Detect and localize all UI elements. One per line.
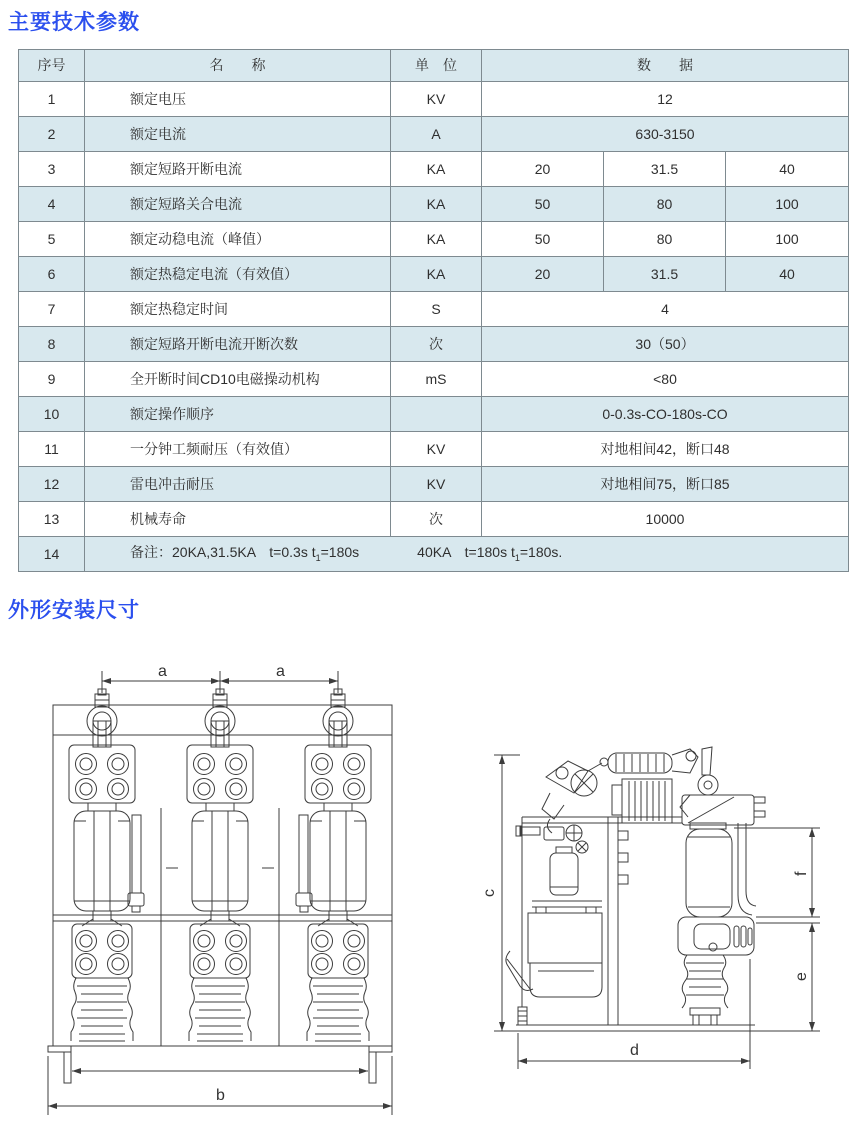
note-text: 40KA t=180s t	[417, 544, 515, 561]
row-no: 3	[19, 152, 85, 187]
pole-left	[69, 689, 135, 1041]
table-row	[19, 222, 849, 257]
row-unit: KA	[391, 222, 482, 257]
dim-label-f: f	[793, 871, 810, 876]
row-value: 40	[726, 257, 849, 292]
table-header-row	[19, 50, 849, 82]
row-value: 30（50）	[482, 327, 849, 362]
table-row	[19, 117, 849, 152]
table-row	[19, 82, 849, 117]
row-no: 5	[19, 222, 85, 257]
row-value: 40	[726, 152, 849, 187]
table-row	[19, 187, 849, 222]
section-title-parameters: 主要技术参数	[8, 11, 140, 34]
row-name: 一分钟工频耐压（有效值）	[85, 432, 391, 467]
side-view-dimensions	[481, 755, 820, 1069]
section-title-dimensions: 外形安装尺寸	[8, 599, 140, 622]
row-unit: KA	[391, 187, 482, 222]
col-header-data: 数 据	[482, 50, 849, 82]
front-view-dimensions	[48, 663, 392, 1115]
row-no: 11	[19, 432, 85, 467]
row-value: <80	[482, 362, 849, 397]
parameters-table	[18, 49, 849, 572]
dim-label-c: c	[481, 889, 498, 897]
dim-label-d: d	[630, 1042, 639, 1059]
row-value: 50	[482, 222, 604, 257]
row-unit: KA	[391, 257, 482, 292]
row-value: 10000	[482, 502, 849, 537]
col-header-no: 序号	[19, 50, 85, 82]
note-text: =180s	[320, 544, 360, 561]
dim-label-a1: a	[158, 663, 167, 680]
row-value: 50	[482, 187, 604, 222]
row-unit: 次	[391, 502, 482, 537]
row-unit: KA	[391, 152, 482, 187]
table-row	[19, 292, 849, 327]
note-cell	[85, 537, 849, 572]
row-no: 14	[19, 537, 85, 572]
row-no: 8	[19, 327, 85, 362]
row-name: 额定短路开断电流开断次数	[85, 327, 391, 362]
row-value: 100	[726, 222, 849, 257]
row-name: 额定电流	[85, 117, 391, 152]
table-row	[19, 327, 849, 362]
row-unit: KV	[391, 467, 482, 502]
row-unit: 次	[391, 327, 482, 362]
row-name: 额定操作顺序	[85, 397, 391, 432]
table-row	[19, 397, 849, 432]
row-name: 额定短路开断电流	[85, 152, 391, 187]
pole-center	[187, 689, 253, 1041]
dim-label-a2: a	[276, 663, 285, 680]
row-name: 机械寿命	[85, 502, 391, 537]
row-unit: S	[391, 292, 482, 327]
row-unit	[391, 397, 482, 432]
row-value: 对地相间75，断口85	[482, 467, 849, 502]
row-no: 1	[19, 82, 85, 117]
row-no: 10	[19, 397, 85, 432]
row-name: 额定短路关合电流	[85, 187, 391, 222]
row-no: 4	[19, 187, 85, 222]
pole-column	[678, 823, 756, 1025]
row-name: 额定动稳电流（峰值）	[85, 222, 391, 257]
row-unit: mS	[391, 362, 482, 397]
table-row	[19, 362, 849, 397]
dim-label-b: b	[216, 1087, 225, 1104]
note-subscript: 1	[514, 553, 520, 563]
row-name: 额定热稳定电流（有效值）	[85, 257, 391, 292]
top-linkage	[542, 747, 765, 833]
row-no: 13	[19, 502, 85, 537]
row-no: 7	[19, 292, 85, 327]
row-value: 对地相间42，断口48	[482, 432, 849, 467]
row-value: 80	[604, 222, 726, 257]
col-header-name: 名 称	[85, 50, 391, 82]
col-header-unit: 单 位	[391, 50, 482, 82]
row-no: 2	[19, 117, 85, 152]
side-view-drawing	[450, 735, 865, 1095]
dim-label-e: e	[793, 972, 810, 981]
row-no: 6	[19, 257, 85, 292]
front-view-drawing	[40, 663, 400, 1125]
pole-right	[305, 689, 371, 1041]
row-value: 20	[482, 152, 604, 187]
row-value: 630-3150	[482, 117, 849, 152]
table-row	[19, 257, 849, 292]
row-no: 9	[19, 362, 85, 397]
row-value: 31.5	[604, 257, 726, 292]
note-text: =180s.	[519, 544, 563, 561]
table-row	[19, 152, 849, 187]
row-name: 雷电冲击耐压	[85, 467, 391, 502]
note-subscript: 1	[315, 553, 321, 563]
table-note-row	[19, 537, 849, 572]
row-name: 额定电压	[85, 82, 391, 117]
row-unit: KV	[391, 82, 482, 117]
row-value: 12	[482, 82, 849, 117]
pole-side-rods	[128, 815, 312, 912]
table-row	[19, 467, 849, 502]
row-unit: KV	[391, 432, 482, 467]
table-row	[19, 502, 849, 537]
note-text: 备注：20KA,31.5KA t=0.3s t	[130, 544, 316, 561]
row-name: 额定热稳定时间	[85, 292, 391, 327]
row-value: 0-0.3s-CO-180s-CO	[482, 397, 849, 432]
row-value: 80	[604, 187, 726, 222]
row-value: 20	[482, 257, 604, 292]
row-value: 4	[482, 292, 849, 327]
table-row	[19, 432, 849, 467]
row-value: 31.5	[604, 152, 726, 187]
row-name: 全开断时间CD10电磁操动机构	[85, 362, 391, 397]
row-unit: A	[391, 117, 482, 152]
row-no: 12	[19, 467, 85, 502]
row-value: 100	[726, 187, 849, 222]
